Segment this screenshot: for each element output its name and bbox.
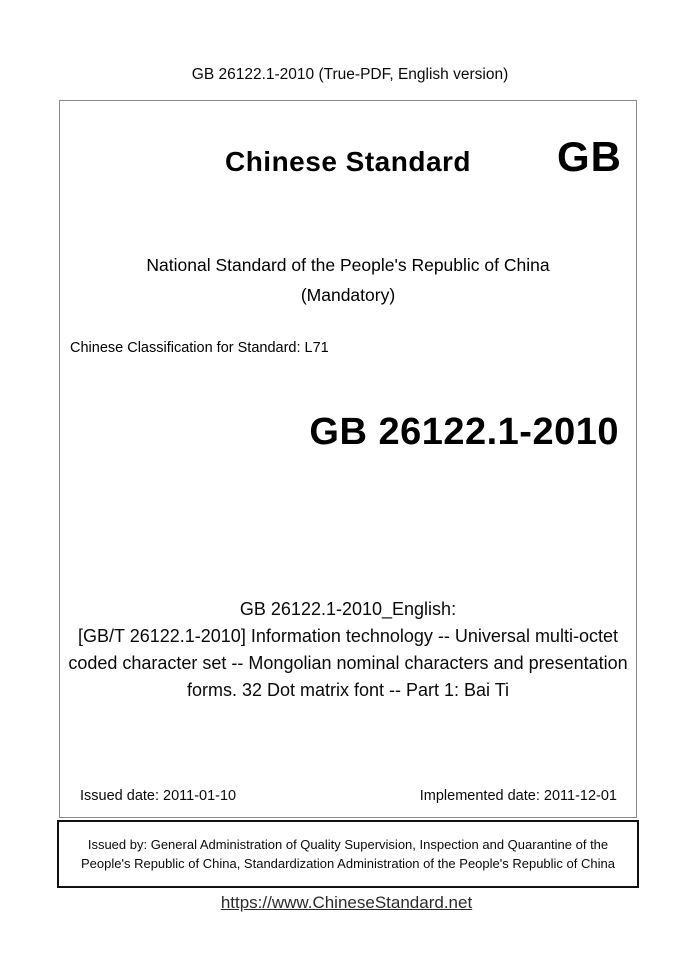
cover-subtitle <box>60 250 636 310</box>
cover-box <box>59 100 637 557</box>
cover-title: Chinese Standard <box>224 146 472 177</box>
implemented-date-value: 2011-12-01 <box>543 788 617 804</box>
footer <box>0 893 693 913</box>
issuer-text: Issued by: General Administration of Quality Supervision, Inspection and Quarantine of the People's Republic of China, Standardization Administration of the People's Republic of China <box>81 837 615 871</box>
implemented-date <box>420 788 617 804</box>
issued-date-value: 2011-01-10 <box>163 788 237 804</box>
details-box <box>59 556 637 818</box>
gb-logo: GB <box>557 133 622 180</box>
classification-text: Chinese Classification for Standard: L71 <box>70 340 329 356</box>
standard-code: GB 26122.1-2010 <box>309 411 619 453</box>
mandatory-line: (Mandatory) <box>300 285 396 305</box>
details-text <box>68 596 628 704</box>
standard-description: [GB/T 26122.1-2010] Information technology -- Universal multi-octet coded character set -- Mongolian nominal characters and presentation forms. 32 Dot matrix font -- Part 1: Bai Ti <box>68 626 628 700</box>
dates-row <box>80 788 617 804</box>
english-title: GB 26122.1-2010_English: <box>239 599 457 619</box>
website-link[interactable]: https://www.ChineseStandard.net <box>220 893 473 912</box>
issued-date <box>80 788 236 804</box>
national-standard-line: National Standard of the People's Republic of China <box>146 255 550 275</box>
implemented-date-label: Implemented date: <box>419 788 540 804</box>
document-header: GB 26122.1-2010 (True-PDF, English version) <box>191 66 509 83</box>
issued-date-label: Issued date: <box>80 788 159 804</box>
issuer-box <box>57 820 639 888</box>
